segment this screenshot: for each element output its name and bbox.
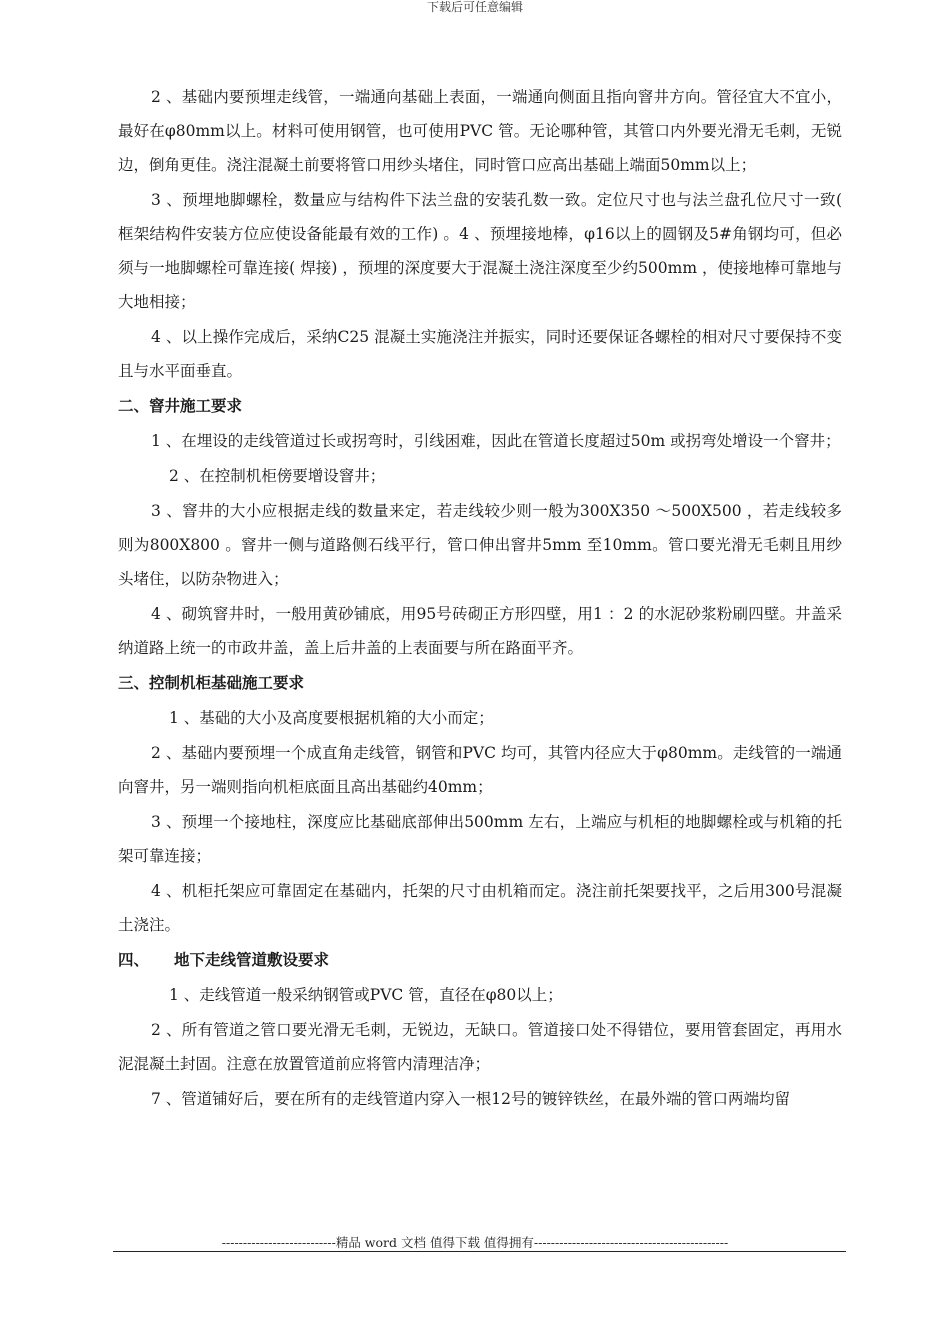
paragraph: 4 、以上操作完成后，采纳C25 混凝土实施浇注并振实，同时还要保证各螺栓的相对尺寸要保持不变且与水平面垂直。 [118, 328, 842, 380]
paragraph: 4 、砌筑窨井时，一般用黄砂铺底，用95号砖砌正方形四壁，用1 ：2 的水泥砂浆粉刷四壁。井盖采纳道路上统一的市政井盖，盖上后井盖的上表面要与所在路面平齐。 [118, 605, 842, 657]
paragraph: 1 、基础的大小及高度要根据机箱的大小而定； [169, 709, 494, 727]
paragraph: 1 、在埋设的走线管道过长或拐弯时，引线困难，因此在管道长度超过50m 或拐弯处增设一个窨井； [151, 432, 841, 450]
paragraph: 2 、基础内要预埋走线管，一端通向基础上表面，一端通向侧面且指向窨井方向。管径宜大不宜小，最好在φ80mm以上。材料可使用钢管，也可使用PVC 管。无论哪种管，其管口内外要光滑无毛刺，无锐边，倒角更佳。浇注混凝土前要将管口用纱头堵住，同时管口应高出基础上端面50mm以上； [118, 88, 842, 174]
paragraph: 4 、机柜托架应可靠固定在基础内，托架的尺寸由机箱而定。浇注前托架要找平，之后用300号混凝土浇注。 [118, 882, 842, 934]
paragraph: 3 、窨井的大小应根据走线的数量来定，若走线较少则一般为300X350 ～500X500 ，若走线较多则为800X800 。窨井一侧与道路侧石线平行，管口伸出窨井5mm 至10mm。管口要光滑无毛刺且用纱头堵住，以防杂物进入； [118, 502, 842, 588]
paragraph: 2 、在控制机柜傍要增设窨井； [169, 467, 386, 485]
page-footer: ---------------------------精品 word 文档 值得下载 值得拥有---------------------------------------------- [221, 1235, 729, 1250]
paragraph: 2 、所有管道之管口要光滑无毛刺，无锐边，无缺口。管道接口处不得错位，要用管套固定，再用水泥混凝土封固。注意在放置管道前应将管内清理洁净； [118, 1021, 842, 1073]
section-heading: 二、窨井施工要求 [118, 397, 243, 415]
paragraph: 1 、走线管道一般采纳钢管或PVC 管，直径在φ80以上； [169, 986, 563, 1004]
document-body [118, 80, 842, 1117]
section-number: 四、 [118, 951, 150, 969]
paragraph: 3 、预埋一个接地柱，深度应比基础底部伸出500mm 左右，上端应与机柜的地脚螺栓或与机箱的托架可靠连接； [118, 813, 842, 865]
page-header: 下载后可任意编辑 [426, 0, 523, 14]
footer-rule [113, 1251, 846, 1252]
paragraph: 7 、管道铺好后，要在所有的走线管道内穿入一根12号的镀锌铁丝，在最外端的管口两端均留 [151, 1090, 791, 1108]
paragraph: 3 、预埋地脚螺栓，数量应与结构件下法兰盘的安装孔数一致。定位尺寸也与法兰盘孔位尺寸一致( 框架结构件安装方位应使设备能最有效的工作) 。4 、预埋接地棒，φ16以上的圆钢及5#角钢均可，但必须与一地脚螺栓可靠连接( 焊接) ，预埋的深度要大于混凝土浇注深度至少约500mm ，使接地棒可靠地与大地相接； [118, 191, 842, 311]
paragraph: 2 、基础内要预埋一个成直角走线管，钢管和PVC 均可，其管内径应大于φ80mm。走线管的一端通向窨井，另一端则指向机柜底面且高出基础约40mm； [118, 744, 842, 796]
section-heading: 三、控制机柜基础施工要求 [118, 674, 305, 692]
section-heading [118, 943, 842, 977]
section-title: 地下走线管道敷设要求 [174, 951, 330, 969]
